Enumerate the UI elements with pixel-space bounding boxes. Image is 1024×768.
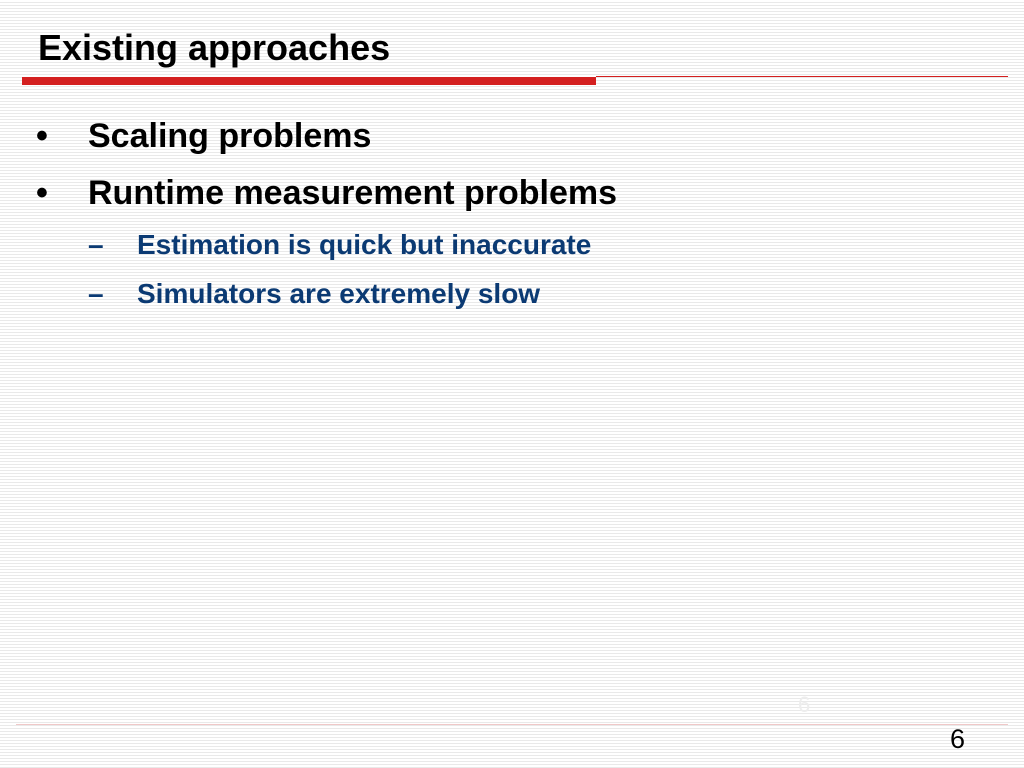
- bullet-text: Runtime measurement problems: [88, 174, 618, 212]
- sub-bullet-text: Estimation is quick but inaccurate: [137, 229, 592, 260]
- bullet-marker: •: [36, 174, 48, 212]
- page-number: 6: [950, 724, 966, 754]
- sub-bullet-marker: –: [88, 278, 104, 309]
- bullet-text: Scaling problems: [88, 117, 372, 155]
- sub-bullet-marker: –: [88, 229, 104, 260]
- sub-bullet-text: Simulators are extremely slow: [137, 278, 541, 309]
- faint-slide-number: 6: [798, 692, 811, 717]
- title-underline-thick: [22, 77, 596, 85]
- bullet-marker: •: [36, 117, 48, 155]
- slide-title: Existing approaches: [38, 27, 391, 68]
- footer-divider: [16, 724, 1008, 725]
- title-underline-thin: [596, 76, 1008, 77]
